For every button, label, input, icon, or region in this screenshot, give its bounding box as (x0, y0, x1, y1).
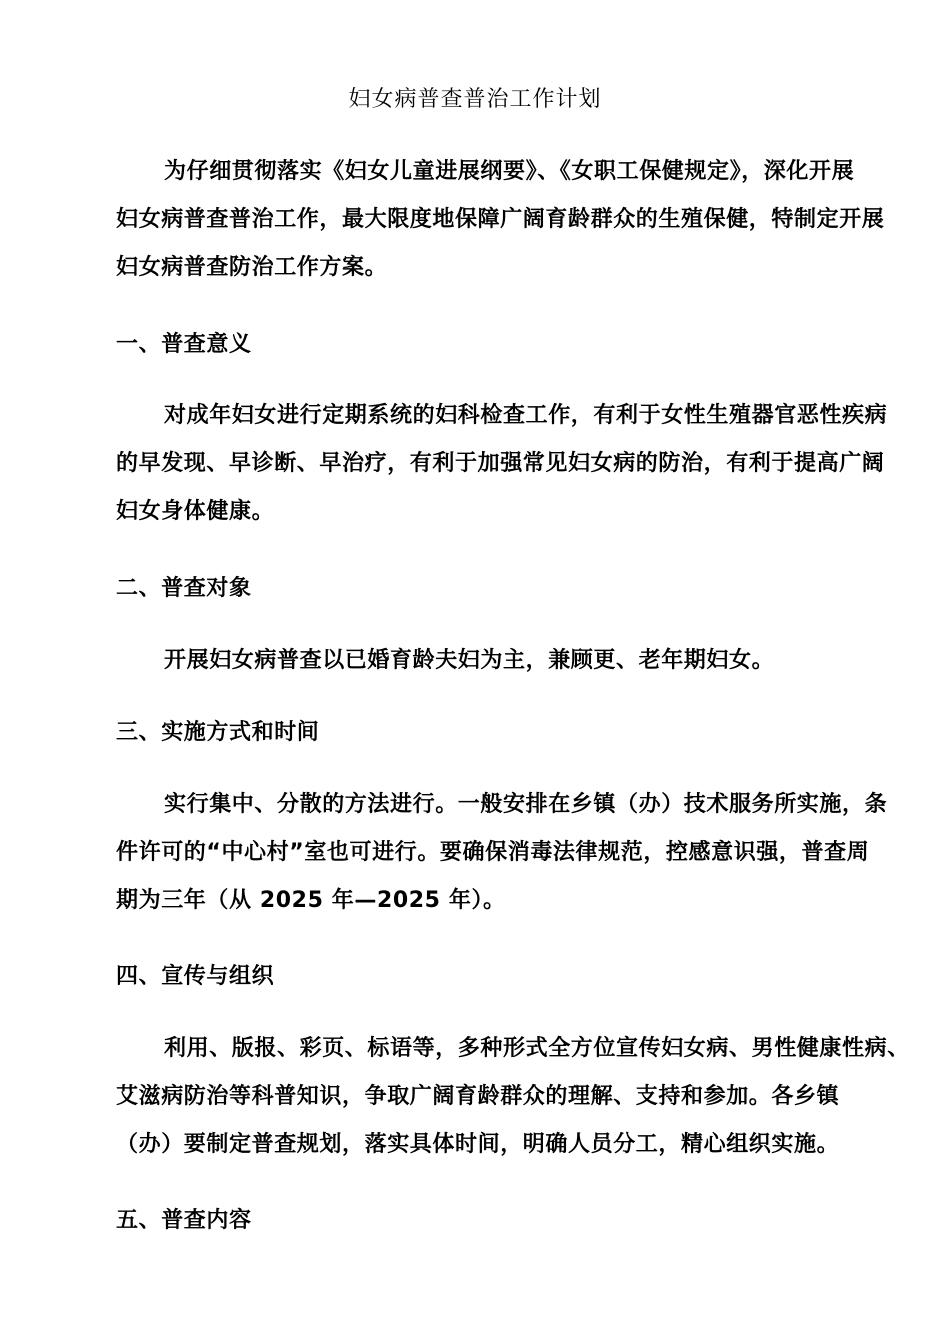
body-line: 妇女身体健康。 (116, 499, 275, 524)
section-body-significance (68, 392, 888, 536)
intro-line-3: 妇女病普查防治工作方案。 (116, 255, 388, 280)
section-heading-method: 三、实施方式和时间 (116, 720, 320, 745)
body-line: 实行集中、分散的方法进行。一般安排在乡镇（办）技术服务所实施，条 (164, 792, 888, 817)
intro-line-1: 为仔细贯彻落实《妇女儿童进展纲要》、《女职工保健规定》，深化开展 (164, 159, 855, 184)
body-line: 利用、版报、彩页、标语等，多种形式全方位宣传妇女病、男性健康性病、 (164, 1036, 910, 1061)
body-line: 对成年妇女进行定期系统的妇科检查工作，有利于女性生殖器官恶性疾病 (164, 403, 888, 428)
section-body-target (68, 637, 888, 685)
section-heading-target: 二、普查对象 (116, 576, 252, 601)
document-title: 妇女病普查普治工作计划 (348, 87, 602, 112)
section-heading-publicity: 四、宣传与组织 (116, 964, 275, 989)
intro-line-2: 妇女病普查普治工作，最大限度地保障广阔育龄群众的生殖保健，特制定开展 (116, 207, 885, 232)
body-line: 艾滋病防治等科普知识，争取广阔育龄群众的理解、支持和参加。各乡镇 (116, 1084, 840, 1109)
intro-paragraph (68, 148, 888, 292)
body-line: （办）要制定普查规划，落实具体时间，明确人员分工，精心组织实施。 (116, 1132, 840, 1157)
body-line: 的早发现、早诊断、早治疗，有利于加强常见妇女病的防治，有利于提高广阔 (116, 451, 885, 476)
section-body-publicity (68, 1025, 910, 1169)
section-body-method (68, 781, 888, 925)
body-line: 开展妇女病普查以已婚育龄夫妇为主，兼顾更、老年期妇女。 (164, 648, 775, 673)
section-heading-significance: 一、普查意义 (116, 332, 252, 357)
body-line: 件许可的“中心村”室也可进行。要确保消毒法律规范，控感意识强，普查周 (116, 840, 870, 865)
body-line: 期为三年（从 2025 年—2025 年）。 (116, 888, 506, 913)
section-heading-content: 五、普查内容 (116, 1208, 252, 1233)
